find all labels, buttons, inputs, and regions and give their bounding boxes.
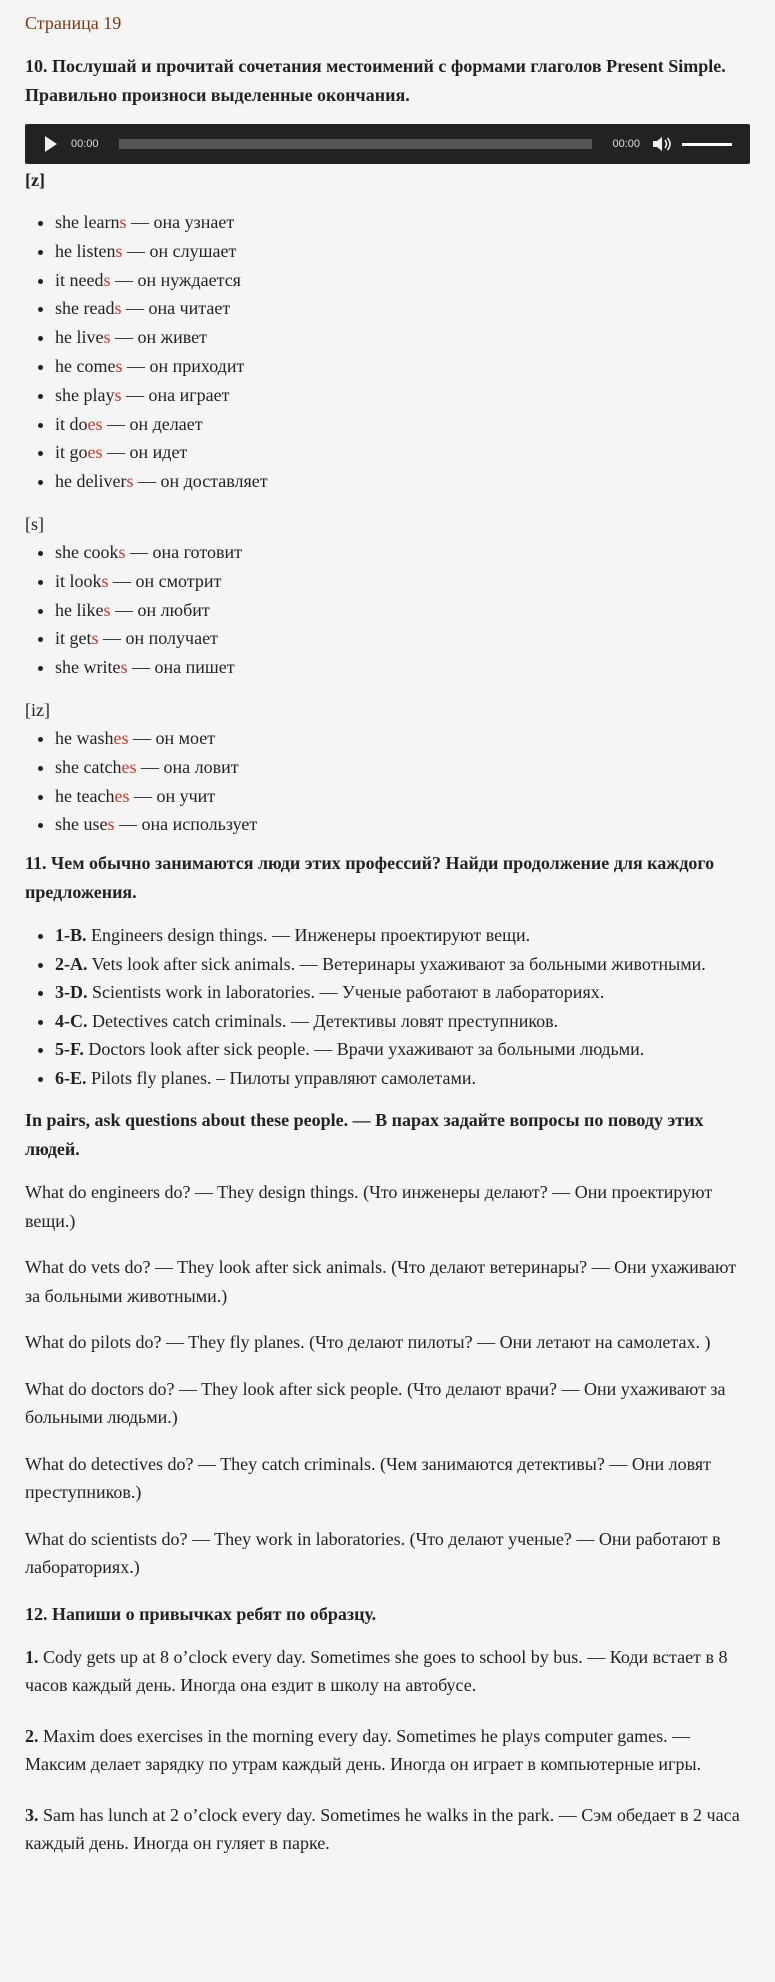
word-list — [25, 208, 750, 496]
list-item: • it does — он делает — [55, 410, 750, 439]
pairs-heading: In pairs, ask questions about these people. — В парах задайте вопросы по поводу этих людей. — [25, 1110, 704, 1160]
play-icon[interactable] — [45, 136, 57, 152]
qa-paragraph: What do scientists do? — They work in laboratories. (Что делают ученые? — Они работают в лабораториях.) — [25, 1528, 721, 1578]
list-item: • 6-E. Pilots fly planes. – Пилоты управляют самолетами. — [55, 1064, 750, 1093]
exercise-12-heading: 12. Напиши о привычках ребят по образцу. — [25, 1603, 377, 1624]
list-item: • she reads — она читает — [55, 294, 750, 323]
list-item: • he comes — он приходит — [55, 352, 750, 381]
sound-group — [25, 166, 750, 496]
list-item: • it gets — он получает — [55, 624, 750, 653]
seek-bar[interactable] — [119, 139, 593, 149]
list-item: • it needs — он нуждается — [55, 266, 750, 295]
list-item: • he delivers — он доставляет — [55, 467, 750, 496]
list-item: • it goes — он идет — [55, 438, 750, 467]
habit-paragraph: 1. Cody gets up at 8 o’clock every day. Sometimes she goes to school by bus. — Коди встает в 8 часов каждый день. Иногда она ездит в школу на автобусе. — [25, 1646, 728, 1696]
list-item: • 4-C. Detectives catch criminals. — Детективы ловят преступников. — [55, 1007, 750, 1036]
duration: 00:00 — [612, 138, 640, 150]
word-list — [25, 538, 750, 682]
volume-icon[interactable] — [652, 135, 672, 153]
list-item: • she plays — она играет — [55, 381, 750, 410]
sound-group — [25, 510, 750, 682]
qa-paragraph: What do vets do? — They look after sick animals. (Что делают ветеринары? — Они ухаживают за больными животными.) — [25, 1257, 737, 1306]
sound-label: [iz] — [25, 699, 50, 720]
list-item: • she catches — она ловит — [55, 753, 750, 782]
exercise-10-heading: 10. Послушай и прочитай сочетания местоимений с формами глаголов Present Simple. Правильно произноси выделенные окончания. — [25, 56, 726, 105]
answers-list — [25, 921, 750, 1092]
list-item: • 5-F. Doctors look after sick people. — Врачи ухаживают за больными людьми. — [55, 1035, 750, 1064]
current-time: 00:00 — [71, 138, 99, 150]
sound-label: [s] — [25, 513, 44, 534]
qa-paragraph: What do engineers do? — They design things. (Что инженеры делают? — Они проектируют вещи.) — [25, 1182, 713, 1231]
list-item: • 3-D. Scientists work in laboratories. — Ученые работают в лабораториях. — [55, 978, 750, 1007]
list-item: • she learns — она узнает — [55, 208, 750, 237]
list-item: • she cooks — она готовит — [55, 538, 750, 567]
list-item: • 2-A. Vets look after sick animals. — Ветеринары ухаживают за больными животными. — [55, 950, 750, 979]
list-item: • he likes — он любит — [55, 596, 750, 625]
volume-slider[interactable] — [682, 143, 732, 146]
list-item: • he washes — он моет — [55, 724, 750, 753]
sound-groups — [25, 166, 750, 839]
list-item: • he teaches — он учит — [55, 782, 750, 811]
list-item: • he listens — он слушает — [55, 237, 750, 266]
qa-paragraph: What do doctors do? — They look after sick people. (Что делают врачи? — Они ухаживают за больными людьми.) — [25, 1378, 726, 1428]
list-item: • she uses — она использует — [55, 810, 750, 839]
habit-paragraph: 2. Maxim does exercises in the morning every day. Sometimes he plays computer games. — Максим делает зарядку по утрам каждый день. Иногда он играет в компьютерные игры. — [25, 1725, 702, 1775]
sound-label: [z] — [25, 170, 45, 190]
exercise-11-heading: 11. Чем обычно занимаются люди этих профессий? Найди продолжение для каждого предложения. — [25, 853, 715, 903]
word-list — [25, 724, 750, 839]
qa-paragraph: What do pilots do? — They fly planes. (Что делают пилоты? — Они летают на самолетах. ) — [25, 1332, 711, 1353]
list-item: • 1-B. Engineers design things. — Инженеры проектируют вещи. — [55, 921, 750, 950]
qa-paragraph: What do detectives do? — They catch criminals. (Чем занимаются детективы? — Они ловят преступников.) — [25, 1453, 712, 1503]
list-item: • she writes — она пишет — [55, 653, 750, 682]
page-link[interactable]: Страница 19 — [25, 13, 122, 33]
sound-group — [25, 696, 750, 839]
list-item: • it looks — он смотрит — [55, 567, 750, 596]
habit-paragraph: 3. Sam has lunch at 2 o’clock every day. Sometimes he walks in the park. — Сэм обедает в 2 часа каждый день. Иногда он гуляет в парке. — [25, 1804, 740, 1854]
list-item: • he lives — он живет — [55, 323, 750, 352]
audio-player — [25, 124, 750, 164]
